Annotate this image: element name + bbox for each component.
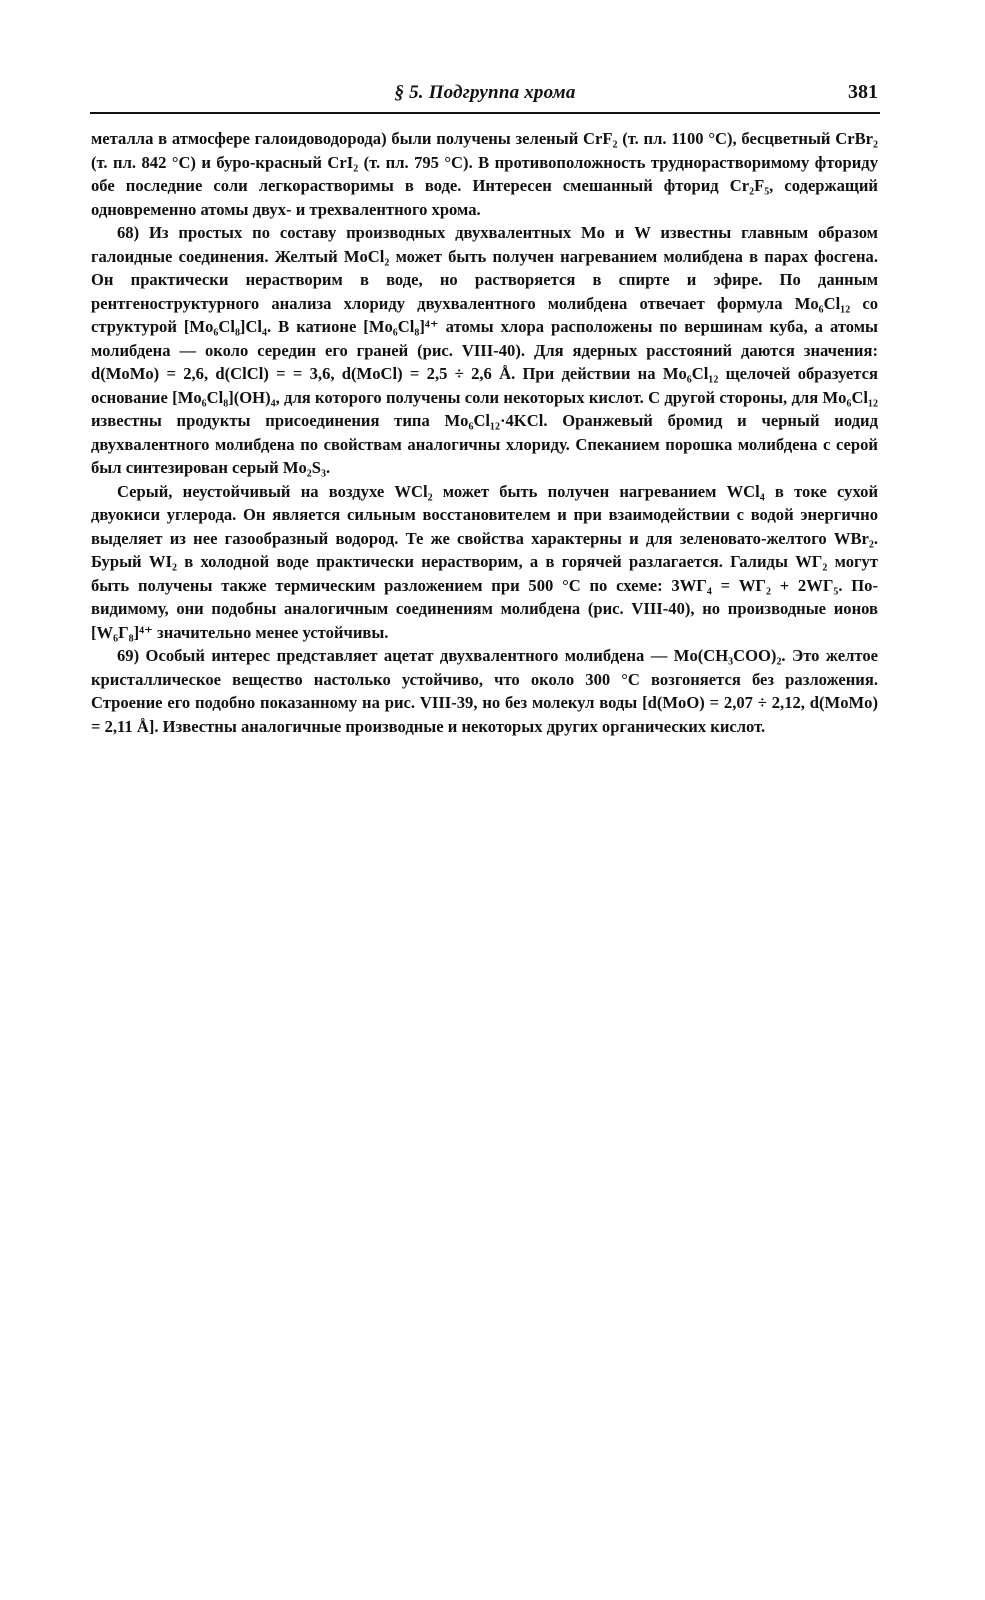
page-header — [92, 78, 878, 108]
header-rule — [90, 112, 880, 114]
paragraph-note-68: 68) Из простых по составу производных двухвалентных Mo и W известны главным образом галоидные соединения. Желтый MoCl₂ может быть получен нагреванием молибдена в парах фосгена. Он практически нерастворим в воде, но растворяется в спирте и эфире. По данным рентгеноструктурного анализа хлориду двухвалентного молибдена отвечает формула Mo₆Cl₁₂ со структурой [Mo₆Cl₈]Cl₄. В катионе [Mo₆Cl₈]⁴⁺ атомы хлора расположены по вершинам куба, а атомы молибдена — около середин его граней (рис. VIII-40). Для ядерных расстояний даются значения: d(MoMo) = 2,6, d(ClCl) = = 3,6, d(MoCl) = 2,5 ÷ 2,6 Å. При действии на Mo₆Cl₁₂ щелочей образуется основание [Mo₆Cl₈](OH)₄, для которого получены соли некоторых кислот. С другой стороны, для Mo₆Cl₁₂ известны продукты присоединения типа Mo₆Cl₁₂·4KCl. Оранжевый бромид и черный иодид двухвалентного молибдена по свойствам аналогичны хлориду. Спеканием порошка молибдена с серой был синтезирован серый Mo₂S₃. — [91, 223, 878, 477]
page-number: 381 — [848, 81, 878, 103]
running-title: § 5. Подгруппа хрома — [394, 82, 576, 103]
paragraph-tungsten-dihalides: Серый, неустойчивый на воздухе WCl₂ может быть получен нагреванием WCl₄ в токе сухой двуокиси углерода. Он является сильным восстановителем и при взаимодействии с водой энергично выделяет из нее газообразный водород. Те же свойства характерны и для зеленовато-желтого WBr₂. Бурый WI₂ в холодной воде практически нерастворим, а в горячей разлагается. Галиды WГ₂ могут быть получены также термическим разложением при 500 °C по схеме: 3WГ₄ = WГ₂ + 2WГ₅. По-видимому, они подобны аналогичным соединениям молибдена (рис. VIII-40), но производные ионов [W₆Г₈]⁴⁺ значительно менее устойчивы. — [91, 481, 878, 642]
text-body — [91, 127, 878, 738]
paragraph-note-69: 69) Особый интерес представляет ацетат двухвалентного молибдена — Mo(CH₃COO)₂. Это желтое кристаллическое вещество настолько устойчиво, что около 300 °C возгоняется без разложения. Строение его подобно показанному на рис. VIII-39, но без молекул воды [d(MoO) = 2,07 ÷ 2,12, d(MoMo) = 2,11 Å]. Известны аналогичные производные и некоторых других органических кислот. — [91, 646, 878, 736]
paragraph-continuation: металла в атмосфере галоидоводорода) были получены зеленый CrF₂ (т. пл. 1100 °C), бесцветный CrBr₂ (т. пл. 842 °C) и буро-красный CrI₂ (т. пл. 795 °C). В противоположность труднорастворимому фториду обе последние соли легкорастворимы в воде. Интересен смешанный фторид Cr₂F₅, содержащий одновременно атомы двух- и трехвалентного хрома. — [91, 129, 878, 219]
